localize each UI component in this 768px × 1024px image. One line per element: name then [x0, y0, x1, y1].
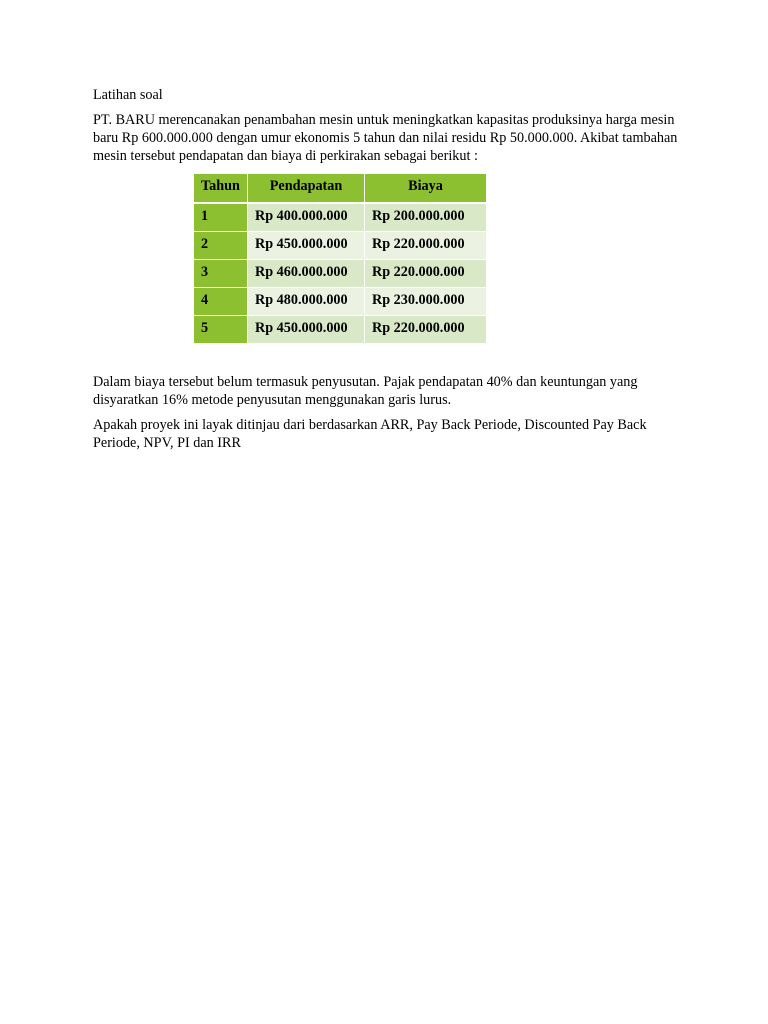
cell-pendapatan: Rp 450.000.000: [247, 315, 364, 343]
note-line: Dalam biaya tersebut belum termasuk penyusutan. Pajak pendapatan 40% dan keuntungan yang: [93, 374, 638, 390]
cell-biaya: Rp 220.000.000: [364, 315, 486, 343]
question-line: Periode, NPV, PI dan IRR: [93, 435, 241, 451]
intro-line: baru Rp 600.000.000 dengan umur ekonomis 5 tahun dan nilai residu Rp 50.000.000. Akibat tambahan: [93, 130, 678, 146]
note-line: disyaratkan 16% metode penyusutan menggunakan garis lurus.: [93, 392, 452, 408]
table-row: [194, 287, 486, 315]
table-row: [194, 259, 486, 287]
cell-tahun: 4: [194, 287, 247, 315]
revenue-cost-table: [194, 174, 486, 343]
cell-biaya: Rp 220.000.000: [364, 259, 486, 287]
cell-biaya: Rp 200.000.000: [364, 203, 486, 231]
table-header-row: [194, 174, 486, 203]
cell-biaya: Rp 220.000.000: [364, 231, 486, 259]
cell-tahun: 2: [194, 231, 247, 259]
question-line: Apakah proyek ini layak ditinjau dari berdasarkan ARR, Pay Back Periode, Discounted Pay Back: [93, 417, 647, 433]
cell-pendapatan: Rp 460.000.000: [247, 259, 364, 287]
cell-tahun: 5: [194, 315, 247, 343]
table-row: [194, 315, 486, 343]
intro-line: PT. BARU merencanakan penambahan mesin untuk meningkatkan kapasitas produksinya harga mesin: [93, 112, 675, 128]
header-tahun: Tahun: [194, 174, 247, 203]
header-biaya: Biaya: [364, 174, 486, 203]
document-title: Latihan soal: [93, 87, 163, 103]
cell-pendapatan: Rp 450.000.000: [247, 231, 364, 259]
question-paragraph: [93, 416, 693, 452]
cell-pendapatan: Rp 400.000.000: [247, 203, 364, 231]
intro-line: mesin tersebut pendapatan dan biaya di perkirakan sebagai berikut :: [93, 148, 478, 164]
table-row: [194, 203, 486, 231]
intro-paragraph: [93, 111, 693, 165]
header-pendapatan: Pendapatan: [247, 174, 364, 203]
cell-tahun: 3: [194, 259, 247, 287]
note-paragraph: [93, 373, 693, 409]
cell-tahun: 1: [194, 203, 247, 231]
table-row: [194, 231, 486, 259]
cell-biaya: Rp 230.000.000: [364, 287, 486, 315]
cell-pendapatan: Rp 480.000.000: [247, 287, 364, 315]
